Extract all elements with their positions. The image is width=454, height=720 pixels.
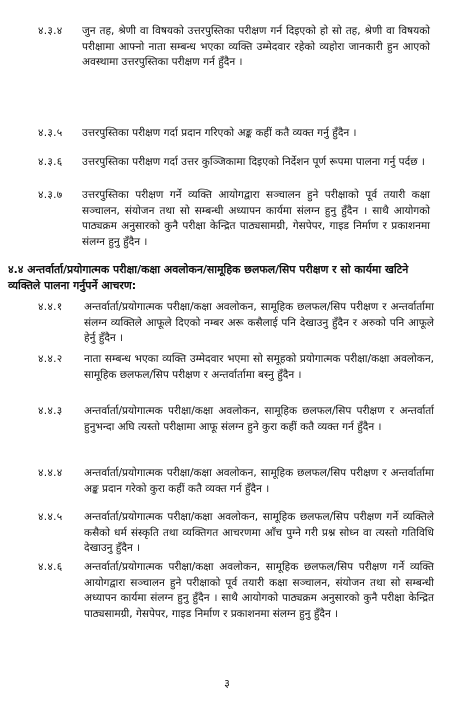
clause-text: अन्तर्वार्ता/प्रयोगात्मक परीक्षा/कक्षा अवलोकन, सामूहिक छलफल/सिप परीक्षण र अन्तर्वार्तामा संलग्न व्यक्तिले आफूले दिएको नम्बर अरू कसैलाई पनि देखाउनु हुँदैन र अरुको पनि आफूले हेर्नु हुँदैन । (84, 301, 434, 345)
clause-text: अन्तर्वार्ता/प्रयोगात्मक परीक्षा/कक्षा अवलोकन, सामूहिक छलफल/सिप परीक्षण गर्ने व्यक्ति आयोगद्वारा सञ्चालन हुने परीक्षाको पूर्व तयारी कक्षा सञ्चालन, संयोजन तथा सो सम्बन्धी अध्यापन कार्यमा संलग्न हुनु हुँदैन । साथै आयोगको पाठ्यक्रम अनुसारको कुनै परीक्षा केन्द्रित पाठ्यसामग्री, गेसपेपर, गाइड निर्माण र प्रकाशनमा संलग्न हुनु हुँदैन । (84, 561, 434, 620)
clause-number: ४.३.६ (38, 156, 63, 168)
clause-4-3-7 (38, 188, 430, 250)
clause-number: ४.३.४ (38, 25, 63, 37)
clause-number: ४.३.५ (38, 127, 63, 139)
page-number: ३ (224, 677, 230, 690)
clause-number: ४.४.२ (38, 353, 63, 365)
clause-text: उत्तरपुस्तिका परीक्षण गर्दा प्रदान गरिएको अङ्क कहीं कतै व्यक्त गर्नु हुँदैन । (82, 127, 357, 139)
clause-4-4-3 (38, 404, 434, 435)
clause-number: ४.४.१ (38, 301, 63, 313)
clause-4-3-4 (38, 24, 430, 71)
clause-4-4-6 (38, 560, 434, 622)
clause-text: अन्तर्वार्ता/प्रयोगात्मक परीक्षा/कक्षा अवलोकन, सामूहिक छलफल/सिप परीक्षण र अन्तर्वार्ता हुनुभन्दा अघि त्यस्तो परीक्षामा आफू संलग्न हुने कुरा कहीं कतै व्यक्त गर्न हुँदैन । (84, 405, 434, 433)
clause-number: ४.४.५ (38, 511, 63, 523)
clause-4-3-5 (38, 126, 430, 142)
clause-text: उत्तरपुस्तिका परीक्षण गर्दा उत्तर कुञ्जिकामा दिइएको निर्देशन पूर्ण रूपमा पालना गर्नु पर्दछ । (82, 156, 425, 168)
clause-4-4-4 (38, 466, 434, 497)
clause-4-4-2 (38, 352, 434, 383)
clause-text: अन्तर्वार्ता/प्रयोगात्मक परीक्षा/कक्षा अवलोकन, सामूहिक छलफल/सिप परीक्षण र अन्तर्वार्तामा अङ्क प्रदान गरेको कुरा कहीं कतै व्यक्त गर्न हुँदैन । (84, 467, 434, 495)
clause-number: ४.४.६ (38, 561, 63, 573)
clause-text: उत्तरपुस्तिका परीक्षण गर्ने व्यक्ति आयोगद्वारा सञ्चालन हुने परीक्षाको पूर्व तयारी कक्षा सञ्चालन, संयोजन तथा सो सम्बन्धी अध्यापन कार्यमा संलग्न हुनु हुँदैन । साथै आयोगको पाठ्यक्रम अनुसारको कुनै परीक्षा केन्द्रित पाठ्यसामग्री, गेसपेपर, गाइड निर्माण र प्रकाशनमा संलग्न हुनु हुँदैन । (82, 189, 430, 248)
clause-4-3-6 (38, 155, 430, 171)
clause-text: जुन तह, श्रेणी वा विषयको उत्तरपुस्तिका परीक्षण गर्न दिइएको हो सो तह, श्रेणी वा विषयको परीक्षामा आफ्नो नाता सम्बन्ध भएका व्यक्ति उम्मेदवार रहेको व्यहोरा जानकारी हुन आएको अवस्थामा उत्तरपुस्तिका परीक्षण गर्न हुँदैन । (82, 25, 430, 69)
clause-number: ४.४.३ (38, 405, 63, 417)
section-heading-4-4: ४.४ अन्तर्वार्ता/प्रयोगात्मक परीक्षा/कक्षा अवलोकन/सामूहिक छलफल/सिप परीक्षण र सो कार्यमा खटिने व्यक्तिले पालना गर्नुपर्ने आचरण: (8, 263, 409, 292)
clause-text: नाता सम्बन्ध भएका व्यक्ति उम्मेदवार भएमा सो समूहको प्रयोगात्मक परीक्षा/कक्षा अवलोकन, सामूहिक छलफल/सिप परीक्षण र अन्तर्वार्तामा बस्नु हुँदैन । (84, 353, 434, 381)
clause-number: ४.३.७ (38, 189, 63, 201)
clause-4-4-5 (38, 510, 434, 557)
clause-text: अन्तर्वार्ता/प्रयोगात्मक परीक्षा/कक्षा अवलोकन, सामूहिक छलफल/सिप परीक्षण गर्ने व्यक्तिले कसैको धर्म संस्कृति तथा व्यक्तिगत आचरणमा आँच पुग्ने गरी प्रश्न सोध्न वा त्यस्तो गतिविधि देखाउनु हुँदैन । (84, 511, 434, 555)
clause-4-4-1 (38, 300, 434, 347)
clause-number: ४.४.४ (38, 467, 63, 479)
